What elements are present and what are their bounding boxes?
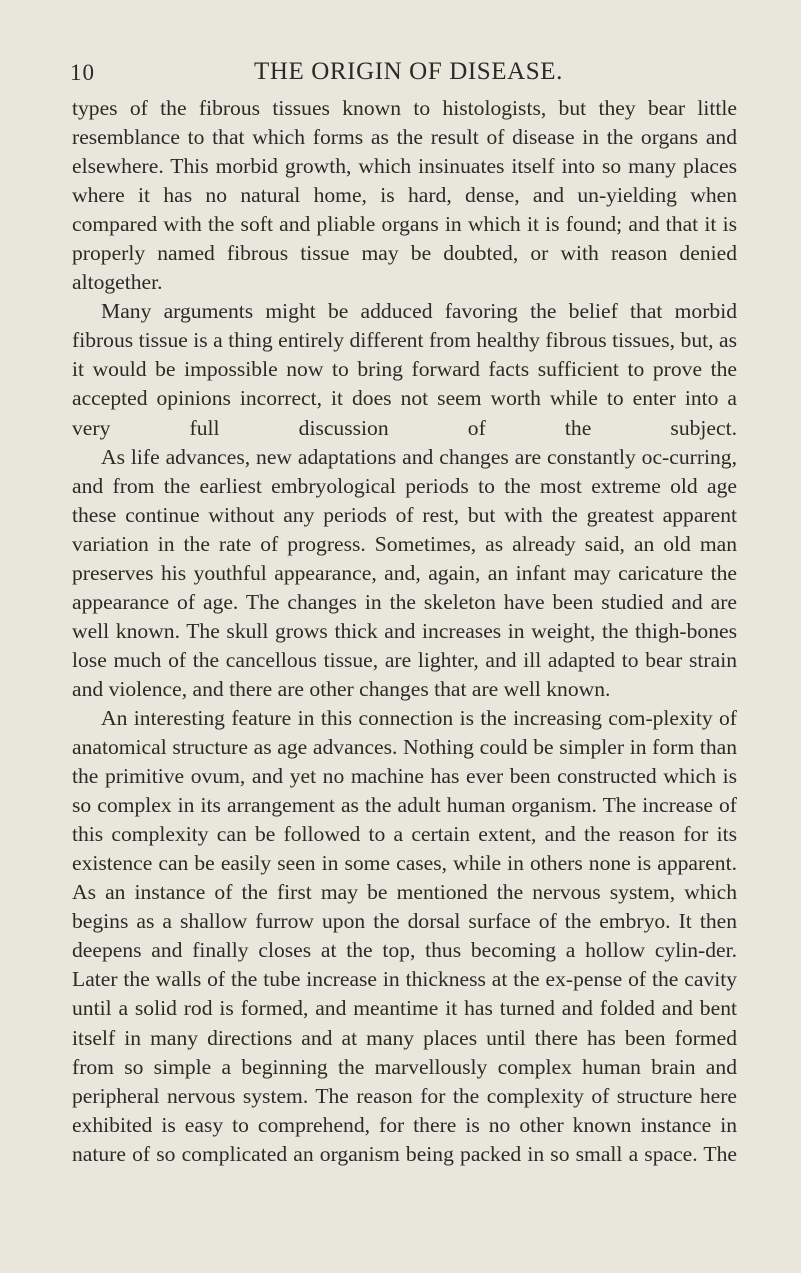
running-head bbox=[0, 58, 801, 88]
page-number: 10 bbox=[70, 60, 95, 85]
running-title: THE ORIGIN OF DISEASE. bbox=[254, 58, 564, 85]
body-text bbox=[72, 94, 737, 1169]
paragraph-continued: types of the fibrous tissues known to histologists, but they bear little resemblance to that which forms as the result of disease in the organs and elsewhere. This morbid growth, which insinuates itself into so many places where it has no natural home, is hard, dense, and un-yielding when compared with the soft and pliable organs in which it is found; and that it is properly named fibrous tissue may be doubted, or with reason denied altogether. bbox=[72, 96, 737, 295]
paragraph-life-advances: As life advances, new adaptations and changes are constantly oc-curring, and from the earliest embryological periods to the most extreme old age these continue without any periods of rest, but with the greatest apparent variation in the rate of progress. Sometimes, as already said, an old man preserves his youthful appearance, and, again, an infant may caricature the appearance of age. The changes in the skeleton have been studied and are well known. The skull grows thick and increases in weight, the thigh-bones lose much of the cancellous tissue, are lighter, and ill adapted to bear strain and violence, and there are other changes that are well known. bbox=[72, 444, 737, 701]
paragraph-anatomical-complexity: An interesting feature in this connection is the increasing com-plexity of anatomical structure as age advances. Nothing could be simpler in form than the primitive ovum, and yet no machine has ever been constructed which is so complex in its arrangement as the adult human organism. The increase of this complexity can be followed to a certain extent, and the reason for its existence can be easily seen in some cases, while in others none is apparent. As an instance of the first may be mentioned the nervous system, which begins as a shallow furrow upon the dorsal surface of the embryo. It then deepens and finally closes at the top, thus becoming a hollow cylin-der. Later the walls of the tube increase in thickness at the ex-pense of the cavity until a solid rod is formed, and meantime it has turned and folded and bent itself in many directions and at many places until there has been formed from so simple a beginning the marvellously complex human brain and peripheral nervous system. The reason for the complexity of structure here exhibited is easy to comprehend, for there is no other known instance in nature of so complicated an organism being packed in so small a space. The bbox=[72, 705, 737, 1166]
paragraph-morbid-fibrous-tissue: Many arguments might be adduced favoring the belief that morbid fibrous tissue is a thing entirely different from healthy fibrous tissues, but, as it would be impossible now to bring forward facts sufficient to prove the accepted opinions incorrect, it does not seem worth while to enter into a very full discussion of the subject. bbox=[72, 299, 737, 440]
